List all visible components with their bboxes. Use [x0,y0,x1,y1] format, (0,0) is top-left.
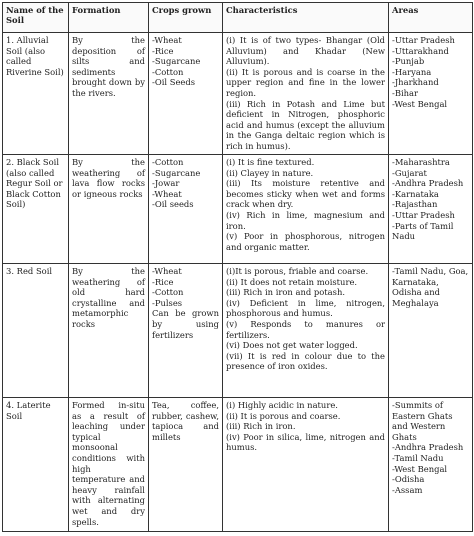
areas-cell [389,155,473,264]
soil-name: 1. Alluvial Soil (also called Riverine Soil) [3,33,69,155]
crop-item: -Jowar [152,178,180,189]
characteristic-item: (i) It is fine textured. [226,157,315,167]
header-areas: Areas [389,3,473,33]
area-item: -Jharkhand [392,77,439,88]
area-item: -Bihar [392,87,419,98]
crop-item: -Sugarcane [152,56,201,67]
characteristics-cell [223,33,389,155]
formation-cell: Formed in-situ as a result of leaching under typical monsoonal conditions with high temperature and heavy rainfall with alternating wet and dry spells. [69,398,149,532]
characteristic-item: (ii) It does not retain moisture. [226,276,358,287]
area-item: -West Bengal [392,463,448,474]
header-crops: Crops grown [149,3,223,33]
crops-cell [149,33,223,155]
characteristic-item: (i)It is porous, friable and coarse. [226,266,369,276]
area-item: -Assam [392,484,423,495]
crop-item: -Cotton [152,66,184,77]
areas-cell [389,33,473,155]
crop-item: -Oil seeds [152,199,194,210]
characteristic-item: (i) Highly acidic in nature. [226,400,338,410]
header-name: Name of the Soil [3,3,69,33]
area-item: -Summits of Eastern Ghats and Western Ghats [392,400,453,442]
characteristic-item: (iii) Rich in iron and potash. [226,287,346,298]
area-item: -Tamil Nadu, Goa, Karnataka, Odisha and Meghalaya [392,266,469,308]
table-row-black [3,155,473,264]
area-item: -Punjab [392,56,425,67]
crop-item: -Sugarcane [152,167,201,178]
area-item: -Odisha [392,474,425,485]
characteristic-item: (ii) It is porous and coarse. [226,410,341,421]
soil-table [2,2,473,532]
area-item: -Karnataka [392,188,439,199]
crop-item: -Oil Seeds [152,77,196,88]
area-item: -Gujarat [392,167,427,178]
soil-comparison-document [2,2,472,534]
crop-item: -Cotton [152,287,184,298]
characteristic-item: (iv) Deficient in lime, nitrogen, phosphorous and humus. [226,297,385,319]
crops-cell [149,264,223,398]
areas-cell [389,264,473,398]
formation-cell: By the weathering of old hard crystalline and metamorphic rocks [69,264,149,398]
crop-item: -Pulses [152,297,183,308]
crop-item: -Rice [152,276,174,287]
characteristic-item: (iii) Its moisture retentive and becomes sticky when wet and forms crack when dry. [226,178,385,210]
header-characteristics: Characteristics [223,3,389,33]
header-row [3,3,473,33]
characteristic-item: (ii) It is porous and is coarse in the upper region and fine in the lower region. [226,66,385,98]
characteristic-item: (iv) Rich in lime, magnesium and iron. [226,209,385,231]
characteristic-item: (vii) It is red in colour due to the presence of iron oxides. [226,350,385,372]
table-row-alluvial [3,33,473,155]
header-formation: Formation [69,3,149,33]
area-item: -Rajasthan [392,199,438,210]
table-row-laterite [3,398,473,532]
characteristic-item: (ii) Clayey in nature. [226,167,314,178]
crop-item: -Cotton [152,157,184,167]
crop-item: -Rice [152,45,174,56]
crop-item: Can be grown by using fertilizers [152,308,219,340]
table-row-red [3,264,473,398]
characteristic-item: (v) Poor in phosphorous, nitrogen and organic matter. [226,231,385,252]
area-item: -West Bengal [392,98,448,109]
crop-item: -Wheat [152,188,182,199]
soil-name: 2. Black Soil (also called Regur Soil or Black Cotton Soil) [3,155,69,264]
areas-cell [389,398,473,532]
characteristic-item: (v) Responds to manures or fertilizers. [226,318,385,340]
characteristics-cell [223,398,389,532]
characteristic-item: (iv) Poor in silica, lime, nitrogen and humus. [226,431,385,453]
area-item: -Haryana [392,66,432,77]
area-item: -Uttarakhand [392,45,449,56]
area-item: -Parts of Tamil Nadu [392,220,454,242]
area-item: -Tamil Nadu [392,452,444,463]
characteristic-item: (vi) Does not get water logged. [226,340,358,351]
characteristics-cell [223,264,389,398]
area-item: -Uttar Pradesh [392,35,455,45]
crop-item: -Wheat [152,35,182,45]
formation-cell: By the deposition of silts and sediments brought down by the rivers. [69,33,149,155]
crops-cell [149,155,223,264]
soil-name: 3. Red Soil [3,264,69,398]
formation-cell: By the weathering of lava flow rocks or igneous rocks [69,155,149,264]
soil-name: 4. Laterite Soil [3,398,69,532]
crop-item: -Wheat [152,266,182,276]
characteristic-item: (i) It is of two types- Bhangar (Old Alluvium) and Khadar (New Alluvium). [226,35,385,67]
area-item: -Andhra Pradesh [392,442,464,453]
characteristic-item: (iii) Rich in iron. [226,421,296,432]
area-item: -Andhra Pradesh [392,178,464,189]
crop-item: Tea, coffee, rubber, cashew, tapioca and millets [152,400,219,442]
characteristics-cell [223,155,389,264]
area-item: -Uttar Pradesh [392,209,455,220]
characteristic-item: (iii) Rich in Potash and Lime but deficient in Nitrogen, phosphoric acid and humus (except the alluvium in the Ganga deltaic region which is rich in humus). [226,98,385,151]
area-item: -Maharashtra [392,157,450,167]
crops-cell [149,398,223,532]
